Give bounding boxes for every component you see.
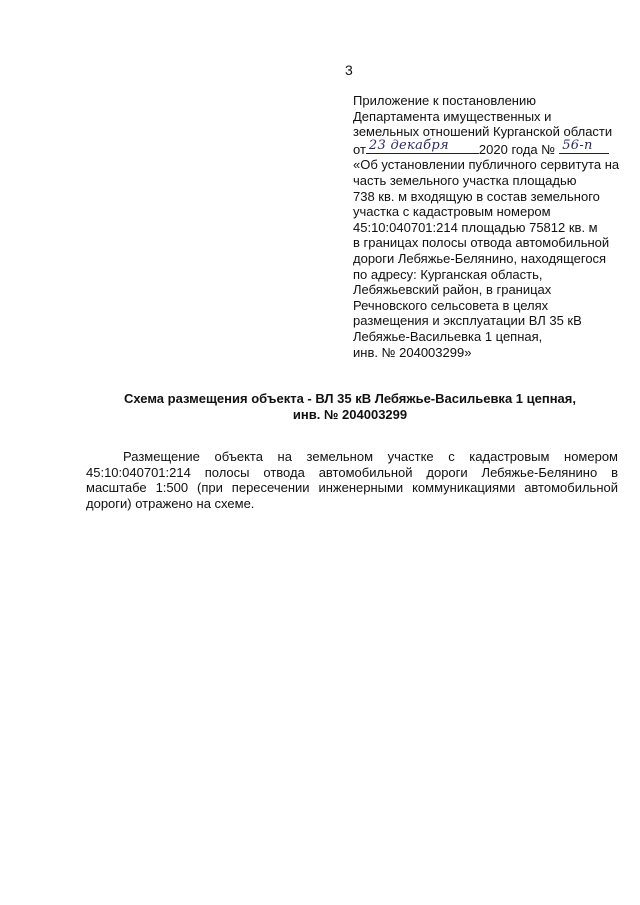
number-signature-line: [559, 140, 609, 154]
appendix-line: в границах полосы отвода автомобильной: [353, 235, 610, 251]
appendix-line: Департамента имущественных и: [353, 108, 552, 124]
handwritten-number: 56-п: [562, 138, 593, 154]
body-paragraph: Размещение объекта на земельном участке с кадастровым номером 45:10:040701:214 полосы отвода автомобильной дороги Лебяжье-Белянино в масштабе 1:500 (при пересечении инженерными коммуникациями автомобильной дороги) отражено на схеме.: [86, 449, 618, 511]
appendix-line: 738 кв. м входящую в состав земельного: [353, 188, 600, 204]
title-line-2: инв. № 204003299: [292, 406, 408, 422]
title-line-1: Схема размещения объекта - ВЛ 35 кВ Лебяжье-Васильевка 1 цепная,: [124, 391, 576, 406]
appendix-line: по адресу: Курганская область,: [353, 266, 543, 282]
appendix-line: земельных отношений Курганской области: [353, 124, 613, 140]
page-number: 3: [345, 62, 353, 78]
appendix-line: размещения и эксплуатации ВЛ 35 кВ: [353, 313, 582, 329]
appendix-line: Лебяжье-Васильевка 1 цепная,: [353, 328, 543, 344]
appendix-block: [353, 93, 628, 360]
document-title: [100, 391, 600, 422]
date-signature-line: [366, 140, 479, 154]
date-line: [353, 140, 628, 158]
appendix-line: инв. № 204003299»: [353, 344, 472, 360]
year-text: 2020 года №: [478, 141, 556, 157]
appendix-line: «Об установлении публичного сервитута на: [353, 157, 620, 173]
appendix-line: Речновского сельсовета в целях: [353, 297, 549, 313]
appendix-line: Лебяжьевский район, в границах: [353, 282, 552, 298]
appendix-line: Приложение к постановлению: [353, 93, 536, 108]
date-prefix: от: [353, 141, 366, 157]
handwritten-date: 23 декабря: [368, 138, 449, 154]
appendix-line: участка с кадастровым номером: [353, 204, 551, 220]
appendix-line: дороги Лебяжье-Белянино, находящегося: [353, 250, 607, 266]
appendix-line: 45:10:040701:214 площадью 75812 кв. м: [353, 219, 598, 235]
appendix-line: часть земельного участка площадью: [353, 172, 577, 188]
